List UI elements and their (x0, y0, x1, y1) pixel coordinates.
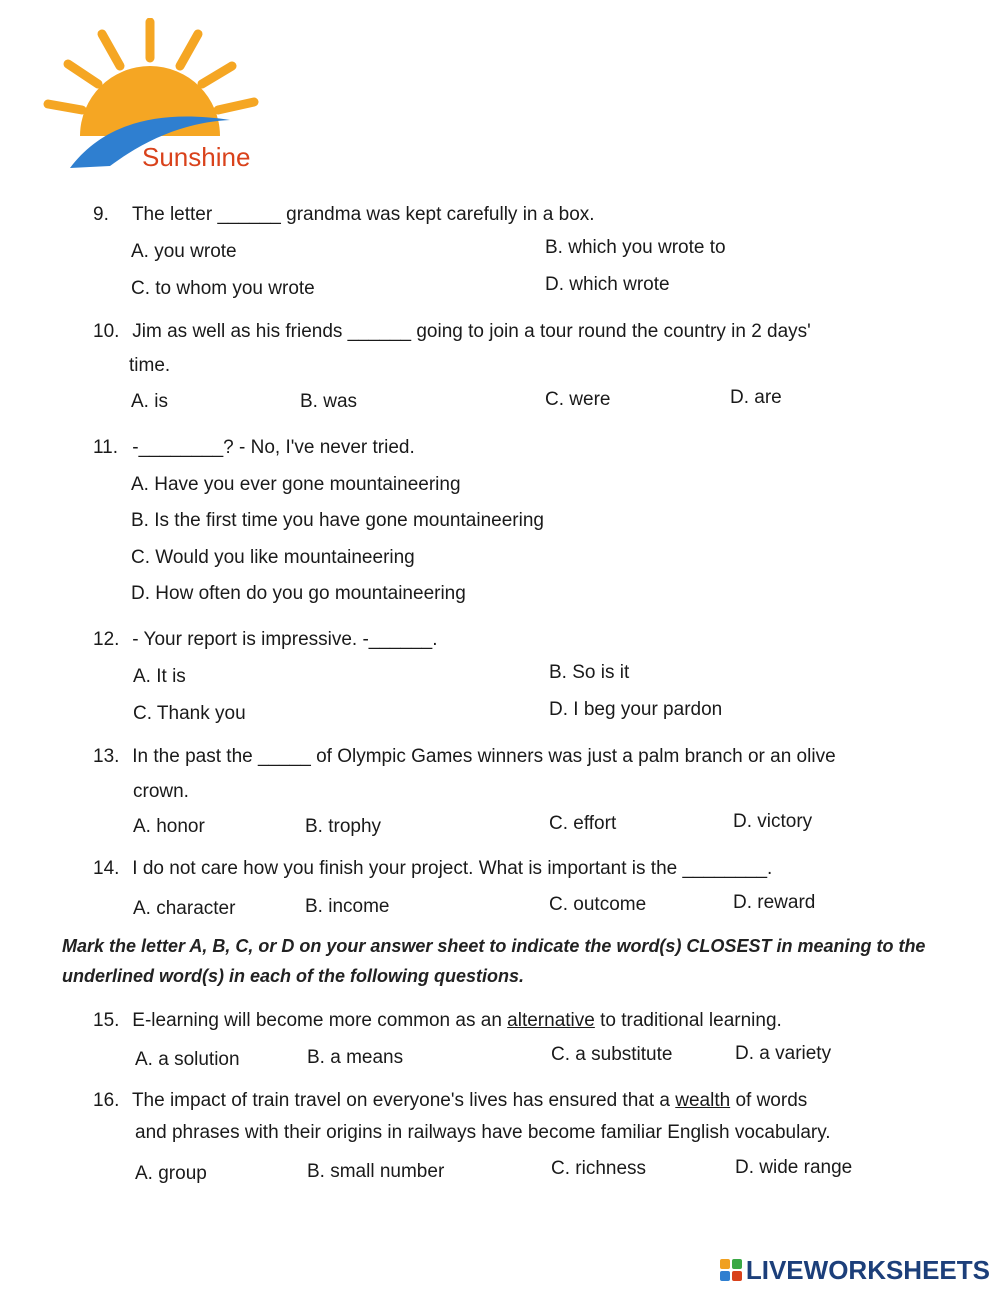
option-a[interactable]: A. honor (133, 816, 205, 837)
question-stem: - Your report is impressive. -______. (132, 629, 438, 650)
question-stem: In the past the _____ of Olympic Games winners was just a palm branch or an olive (132, 746, 836, 767)
option-a[interactable]: A. Have you ever gone mountaineering (131, 474, 461, 495)
option-a[interactable]: A. character (133, 898, 236, 919)
underlined-word: alternative (507, 1010, 595, 1031)
option-a[interactable]: A. a solution (135, 1049, 240, 1070)
option-d[interactable]: D. wide range (735, 1157, 853, 1178)
question-14 (93, 857, 772, 881)
question-16 (93, 1089, 807, 1113)
question-12 (93, 628, 438, 652)
question-number: 14. (93, 858, 120, 879)
option-b[interactable]: B. a means (307, 1047, 404, 1068)
question-13 (93, 745, 836, 769)
option-b[interactable]: B. was (300, 391, 358, 412)
option-c[interactable]: C. Thank you (133, 703, 246, 724)
question-stem-end: of words (730, 1090, 808, 1111)
option-b[interactable]: B. small number (307, 1161, 445, 1182)
option-b[interactable]: B. Is the first time you have gone mountaineering (131, 510, 544, 531)
option-d[interactable]: D. reward (733, 892, 816, 913)
question-stem: The letter ______ grandma was kept carefully in a box. (131, 204, 595, 225)
option-d[interactable]: D. victory (733, 811, 813, 832)
option-a[interactable]: A. you wrote (131, 241, 237, 262)
question-number: 11. (93, 437, 119, 458)
option-c[interactable]: C. were (545, 389, 611, 410)
question-number: 16. (93, 1090, 120, 1111)
section-instruction: Mark the letter A, B, C, or D on your answer sheet to indicate the word(s) CLOSEST in meaning to the underlined word(s) in each of the following questions. (62, 936, 926, 986)
question-stem-continued: crown. (133, 781, 189, 802)
question-10 (93, 320, 811, 344)
option-b[interactable]: B. So is it (549, 662, 630, 683)
brand-text: LIVEWORKSHEETS (745, 1254, 990, 1285)
question-stem: I do not care how you finish your project. What is important is the ________. (132, 858, 773, 879)
option-d[interactable]: D. are (730, 387, 782, 408)
question-stem-continued: and phrases with their origins in railways have become familiar English vocabulary. (135, 1122, 831, 1143)
sun-icon (48, 22, 254, 136)
option-c[interactable]: C. Would you like mountaineering (131, 547, 415, 568)
liveworksheets-logo-icon (720, 1259, 742, 1281)
option-c[interactable]: C. effort (549, 813, 617, 834)
question-number: 10. (93, 321, 120, 342)
option-c[interactable]: C. richness (551, 1158, 647, 1179)
option-a[interactable]: A. group (135, 1163, 207, 1184)
underlined-word: wealth (675, 1090, 731, 1111)
option-d[interactable]: D. a variety (735, 1043, 832, 1064)
option-c[interactable]: C. outcome (549, 894, 647, 915)
option-d[interactable]: D. which wrote (545, 274, 670, 295)
question-number: 13. (93, 746, 120, 767)
option-d[interactable]: D. I beg your pardon (549, 699, 723, 720)
option-d[interactable]: D. How often do you go mountaineering (131, 583, 466, 604)
question-stem-continued: time. (129, 355, 171, 376)
question-stem-start: The impact of train travel on everyone's lives has ensured that a (131, 1090, 676, 1111)
question-9 (93, 203, 595, 227)
option-b[interactable]: B. income (305, 896, 390, 917)
question-11 (93, 436, 415, 460)
question-number: 12. (93, 629, 120, 650)
option-b[interactable]: B. trophy (305, 816, 382, 837)
option-c[interactable]: C. to whom you wrote (131, 278, 315, 299)
question-stem: -________? - No, I've never tried. (132, 437, 415, 458)
question-number: 9. (93, 204, 109, 225)
question-stem: Jim as well as his friends ______ going to join a tour round the country in 2 days' (132, 321, 811, 342)
question-stem-start: E-learning will become more common as an (132, 1010, 508, 1031)
liveworksheets-brand (720, 1255, 990, 1285)
option-b[interactable]: B. which you wrote to (545, 237, 726, 258)
question-stem-end: to traditional learning. (594, 1010, 782, 1031)
question-15 (93, 1009, 782, 1033)
question-number: 15. (93, 1010, 120, 1031)
option-a[interactable]: A. is (131, 391, 168, 412)
option-a[interactable]: A. It is (133, 666, 186, 687)
logo-text: Sunshine (142, 142, 251, 172)
option-c[interactable]: C. a substitute (551, 1044, 673, 1065)
